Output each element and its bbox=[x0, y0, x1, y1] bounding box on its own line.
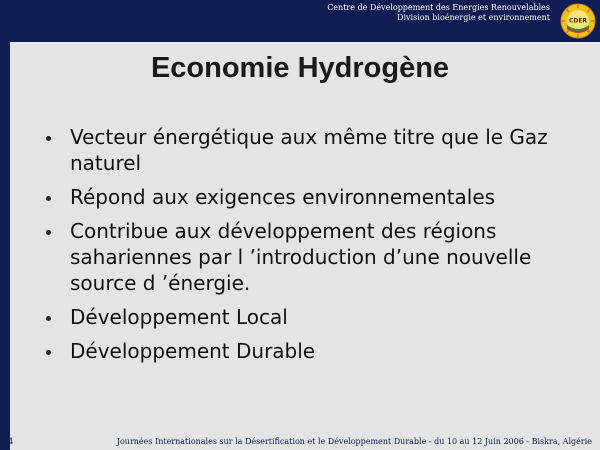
bullet-item bbox=[46, 304, 566, 330]
header-organization bbox=[327, 3, 550, 23]
bullet-text: Répond aux exigences environnementales bbox=[70, 185, 496, 209]
bullet-text: Développement Durable bbox=[70, 339, 316, 363]
bullet-text: Vecteur énergétique aux même titre que le Gaz naturel bbox=[70, 125, 548, 175]
bullet-dot-icon bbox=[46, 136, 51, 141]
bullet-text: Développement Local bbox=[70, 305, 288, 329]
bullet-text: Contribue aux développement des régions sahariennes par l ’introduction d’une nouvelle source d ’énergie. bbox=[70, 219, 532, 295]
footer-conference: Journées Internationales sur la Désertification et le Développement Durable - du 10 au 12 Juin 2006 - Biskra, Algérie bbox=[116, 437, 592, 446]
bullet-list bbox=[46, 124, 566, 372]
logo-text: CDER bbox=[568, 17, 588, 25]
header-line-2: Division bioénergie et environnement bbox=[397, 13, 550, 22]
bullet-item bbox=[46, 124, 566, 176]
page-number: 24 bbox=[3, 437, 14, 446]
slide-title: Economie Hydrogène bbox=[150, 52, 450, 84]
bullet-item bbox=[46, 338, 566, 364]
bullet-dot-icon bbox=[46, 196, 51, 201]
bullet-dot-icon bbox=[46, 230, 51, 235]
bullet-item bbox=[46, 184, 566, 210]
cder-logo bbox=[560, 3, 596, 39]
bullet-dot-icon bbox=[46, 350, 51, 355]
bullet-dot-icon bbox=[46, 316, 51, 321]
header-line-1: Centre de Développement des Energies Renouvelables bbox=[327, 3, 550, 12]
bullet-item bbox=[46, 218, 566, 296]
